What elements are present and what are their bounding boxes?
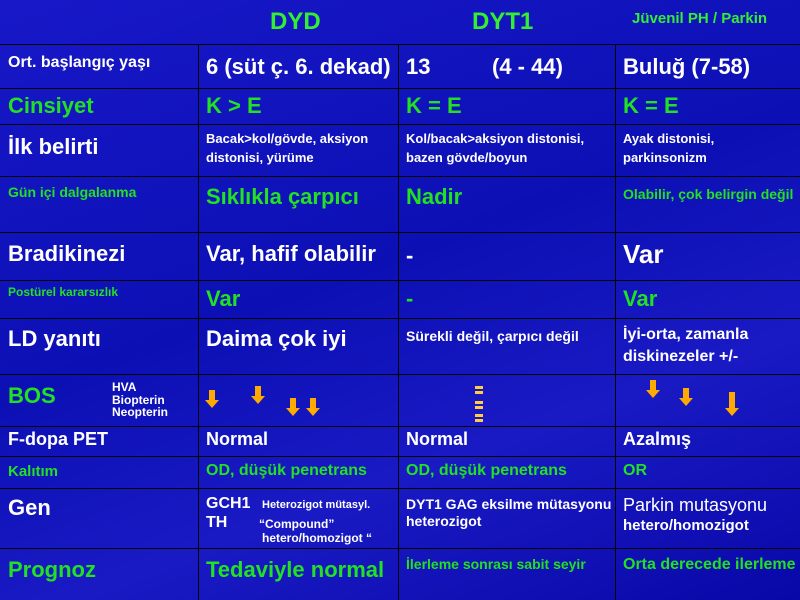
cell-dyd-gene-compound: “Compound” xyxy=(259,517,335,531)
cell-juv-prognosis: Orta derecede ilerleme xyxy=(623,556,796,573)
cell-juv-gene-parkin: Parkin mutasyonu xyxy=(623,495,768,515)
grid-line xyxy=(0,456,800,457)
cell-juv-ld: İyi-orta, zamanla diskinezeler +/- xyxy=(623,326,749,365)
arrow-down-icon xyxy=(680,388,692,406)
cell-dyt1-fdopa: Normal xyxy=(406,429,469,449)
cell-dyt1-prognosis: İlerleme sonrası sabit seyir xyxy=(406,556,586,572)
cell-dyd-onset: 6 (süt ç. 6. dekad) xyxy=(206,54,391,79)
grid-line xyxy=(0,426,800,427)
grid-line xyxy=(0,280,800,281)
cell-dyd-fdopa: Normal xyxy=(206,429,269,449)
cell-dyd-gene-gch1-note: Heterozigot mütasyl. xyxy=(262,499,371,511)
header-dyt1: DYT1 xyxy=(472,8,534,35)
row-label-sex: Cinsiyet xyxy=(8,93,94,118)
cell-dyd-postural: Var xyxy=(206,286,241,311)
row-label-inherit: Kalıtım xyxy=(8,463,59,480)
grid-line xyxy=(0,88,800,89)
row-label-onset: Ort. başlangıç yaşı xyxy=(8,54,151,71)
grid-line xyxy=(0,124,800,125)
cell-dyd-gene-th: TH xyxy=(206,514,228,531)
row-label-brady: Bradikinezi xyxy=(8,241,126,266)
grid-line xyxy=(0,232,800,233)
arrow-down-icon xyxy=(647,380,659,398)
arrow-down-icon xyxy=(206,390,218,408)
cell-juv-onset: Buluğ (7-58) xyxy=(623,54,751,79)
row-label-postural: Postürel kararsızlık xyxy=(8,285,119,299)
arrow-down-icon xyxy=(307,398,319,416)
row-label-first: İlk belirti xyxy=(8,134,99,159)
cell-juv-diurnal: Olabilir, çok belirgin değil xyxy=(623,186,794,202)
row-label-bos: BOS xyxy=(8,383,56,408)
row-label-fdopa: F-dopa PET xyxy=(8,429,108,449)
cell-dyd-inherit: OD, düşük penetrans xyxy=(206,462,367,479)
arrow-down-icon xyxy=(287,398,299,416)
cell-juv-inherit: OR xyxy=(623,462,647,479)
cell-juv-postural: Var xyxy=(623,286,658,311)
bos-sub-biopterin: Biopterin xyxy=(112,392,165,407)
bos-sublabels xyxy=(112,381,168,419)
arrow-down-icon xyxy=(252,386,264,404)
cell-juv-brady: Var xyxy=(623,239,664,269)
grid-line xyxy=(0,318,800,319)
cell-dyd-brady: Var, hafif olabilir xyxy=(206,241,376,266)
cell-juv-first: Ayak distonisi, parkinsonizm xyxy=(623,131,715,165)
cell-dyd-sex: K > E xyxy=(206,93,262,118)
grid-line xyxy=(398,44,399,600)
bos-sub-neopterin: Neopterin xyxy=(112,405,169,420)
row-label-gene: Gen xyxy=(8,495,51,520)
grid-line xyxy=(615,44,616,600)
grid-line xyxy=(198,44,199,600)
bos-sub-hva: HVA xyxy=(112,380,137,394)
cell-dyt1-onset-range: (4 - 44) xyxy=(492,54,563,79)
cell-dyd-first: Bacak>kol/gövde, aksiyon distonisi, yürüme xyxy=(206,131,369,165)
cell-dyt1-diurnal: Nadir xyxy=(406,184,463,209)
grid-line xyxy=(0,176,800,177)
arrow-down-icon xyxy=(726,392,738,416)
cell-dyd-ld: Daima çok iyi xyxy=(206,326,347,351)
cell-dyd-prognosis: Tedaviyle normal xyxy=(206,557,385,582)
cell-dyt1-sex: K = E xyxy=(406,93,462,118)
grid-line xyxy=(0,44,800,45)
cell-dyt1-postural: - xyxy=(406,286,414,311)
cell-juv-fdopa: Azalmış xyxy=(623,429,692,449)
cell-dyd-gene-gch1: GCH1 xyxy=(206,495,251,512)
cell-dyt1-first: Kol/bacak>aksiyon distonisi, bazen gövde/boyun xyxy=(406,131,585,165)
row-label-ld: LD yanıtı xyxy=(8,326,101,351)
cell-dyt1-ld: Sürekli değil, çarpıcı değil xyxy=(406,328,579,344)
cell-dyt1-brady: - xyxy=(406,243,414,268)
row-label-prognosis: Prognoz xyxy=(8,557,96,582)
grid-line xyxy=(0,548,800,549)
grid-line xyxy=(0,488,800,489)
cell-dyt1-inherit: OD, düşük penetrans xyxy=(406,462,567,479)
cell-juv-gene-hetero: hetero/homozigot xyxy=(623,517,749,534)
cell-juv-sex: K = E xyxy=(623,93,679,118)
header-juvenil: Jüvenil PH / Parkin xyxy=(632,10,768,27)
row-label-diurnal: Gün içi dalgalanma xyxy=(8,184,137,200)
cell-dyd-gene-hetero: hetero/homozigot “ xyxy=(262,531,372,545)
grid-line xyxy=(0,374,800,375)
cell-dyt1-onset-age: 13 xyxy=(406,54,431,79)
header-dyd: DYD xyxy=(270,8,321,35)
cell-dyd-diurnal: Sıklıkla çarpıcı xyxy=(206,184,359,209)
cell-dyt1-gene: DYT1 GAG eksilme mütasyonu heterozigot xyxy=(406,496,612,529)
